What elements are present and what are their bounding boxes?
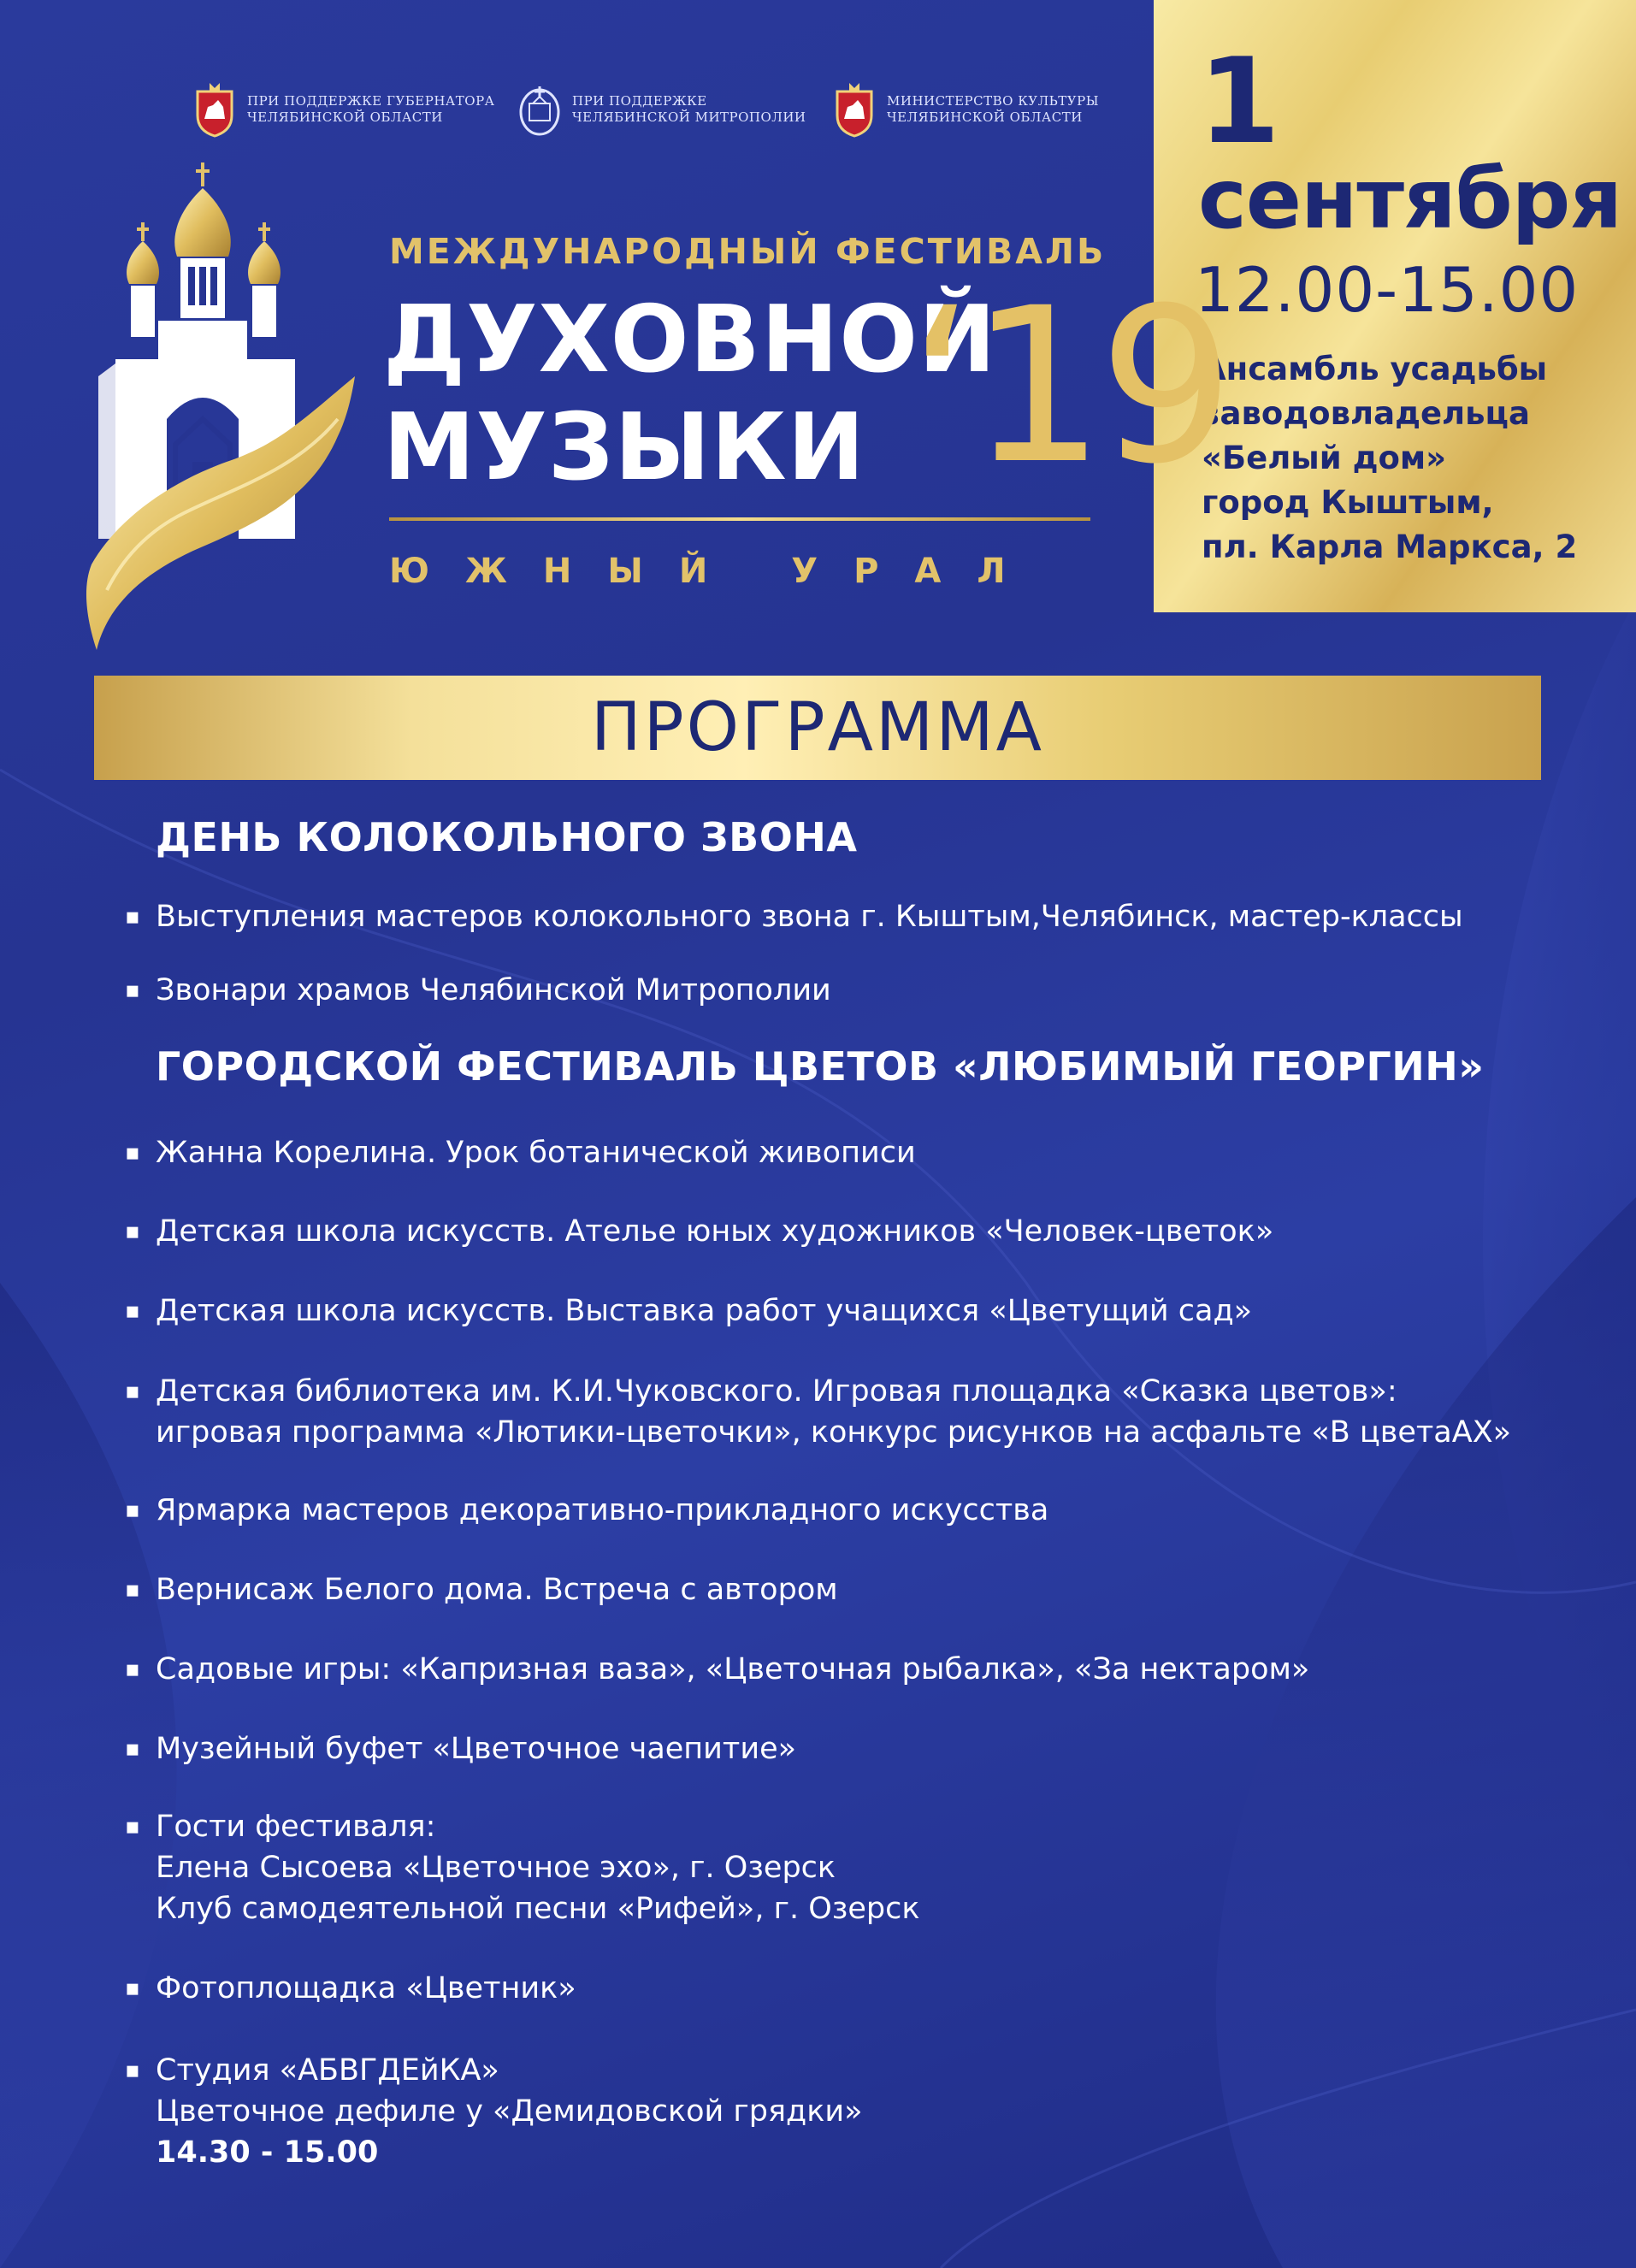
list-item	[125, 1569, 1579, 1610]
list-item	[125, 1291, 1579, 1332]
bullet: ▪	[125, 1657, 140, 1682]
item-text: Музейный буфет «Цветочное чаепитие»	[156, 1732, 797, 1766]
list-item	[125, 1649, 1579, 1690]
bullet: ▪	[125, 1976, 140, 2001]
venue-line: заводовладельца	[1202, 395, 1530, 432]
festival-title-line2: МУЗЫКИ	[383, 394, 866, 501]
item-text: Гости фестиваля:	[156, 1810, 436, 1844]
bullet: ▪	[125, 1736, 140, 1762]
item-text: Детская библиотека им. К.И.Чуковского. Игровая площадка «Сказка цветов»:	[156, 1374, 1397, 1409]
venue-line: «Белый дом»	[1202, 440, 1447, 476]
bullet: ▪	[125, 1497, 140, 1523]
sponsor-line: ПРИ ПОДДЕРЖКЕ	[572, 93, 707, 109]
bullet: ▪	[125, 1140, 140, 1166]
bullet: ▪	[125, 1814, 140, 1840]
section-title-flowers: ГОРОДСКОЙ ФЕСТИВАЛЬ ЦВЕТОВ «ЛЮБИМЫЙ ГЕОРГИН»	[156, 1043, 1485, 1090]
list-item	[125, 896, 1579, 937]
event-time: 12.00-15.00	[1195, 254, 1580, 326]
item-text: Фотоплощадка «Цветник»	[156, 1971, 576, 2005]
list-item	[125, 970, 1579, 1011]
item-text: игровая программа «Лютики-цветочки», конкурс рисунков на асфальте «В цветаАХ»	[156, 1415, 1512, 1450]
section-title-bells: ДЕНЬ КОЛОКОЛЬНОГО ЗВОНА	[156, 814, 858, 860]
item-text: Детская школа искусств. Выставка работ учащихся «Цветущий сад»	[156, 1294, 1253, 1328]
venue-line: Ансамбль усадьбы	[1202, 351, 1548, 387]
bullet: ▪	[125, 1298, 140, 1324]
list-item	[125, 1806, 1579, 1929]
item-text: Выступления мастеров колокольного звона г. Кыштым,Челябинск, мастер-классы	[156, 900, 1463, 934]
item-time: 14.30 - 15.00	[156, 2135, 379, 2170]
sponsor-line: ЧЕЛЯБИНСКОЙ ОБЛАСТИ	[887, 109, 1083, 125]
item-text: Садовые игры: «Капризная ваза», «Цветочная рыбалка», «За нектаром»	[156, 1652, 1310, 1686]
venue-line: город Кыштым,	[1202, 484, 1494, 521]
list-item	[125, 1211, 1579, 1252]
event-day: 1	[1198, 32, 1281, 170]
festival-subtitle: МЕЖДУНАРОДНЫЙ ФЕСТИВАЛЬ	[389, 231, 1107, 272]
bullet: ▪	[125, 977, 140, 1003]
list-item	[125, 1728, 1579, 1769]
list-item	[125, 1490, 1579, 1531]
item-text: Вернисаж Белого дома. Встреча с автором	[156, 1573, 838, 1607]
festival-year: ‘19	[908, 262, 1228, 511]
item-text: Жанна Корелина. Урок ботанической живописи	[156, 1136, 916, 1170]
program-heading: ПРОГРАММА	[590, 689, 1044, 766]
item-text: Студия «АБВГДЕйКА»	[156, 2053, 499, 2088]
bullet: ▪	[125, 904, 140, 930]
list-item	[125, 1132, 1579, 1173]
bullet: ▪	[125, 1219, 140, 1244]
item-text: Детская школа искусств. Ателье юных художников «Человек-цветок»	[156, 1214, 1274, 1249]
sponsor-line: ЧЕЛЯБИНСКОЙ МИТРОПОЛИИ	[572, 109, 806, 125]
item-text: Цветочное дефиле у «Демидовской грядки»	[156, 2094, 863, 2129]
list-item	[125, 2050, 1579, 2173]
item-text: Клуб самодеятельной песни «Рифей», г. Озерск	[156, 1892, 920, 1926]
event-month: сентября	[1198, 151, 1622, 247]
festival-region: ЮЖНЫЙ УРАЛ	[389, 552, 1042, 591]
bullet: ▪	[125, 1577, 140, 1603]
sponsor-line: ЧЕЛЯБИНСКОЙ ОБЛАСТИ	[247, 109, 443, 125]
venue-line: пл. Карла Маркса, 2	[1202, 529, 1578, 565]
bullet: ▪	[125, 2058, 140, 2083]
item-text: Звонари храмов Челябинской Митрополии	[156, 973, 831, 1007]
festival-title-line1: ДУХОВНОЙ	[383, 286, 997, 393]
item-text: Елена Сысоева «Цветочное эхо», г. Озерск	[156, 1851, 836, 1885]
sponsor-line: МИНИСТЕРСТВО КУЛЬТУРЫ	[887, 93, 1099, 109]
item-text: Ярмарка мастеров декоративно-прикладного искусства	[156, 1493, 1049, 1527]
bullet: ▪	[125, 1379, 140, 1404]
sponsor-line: ПРИ ПОДДЕРЖКЕ ГУБЕРНАТОРА	[247, 93, 495, 109]
list-item	[125, 1968, 1579, 2009]
list-item	[125, 1371, 1579, 1453]
